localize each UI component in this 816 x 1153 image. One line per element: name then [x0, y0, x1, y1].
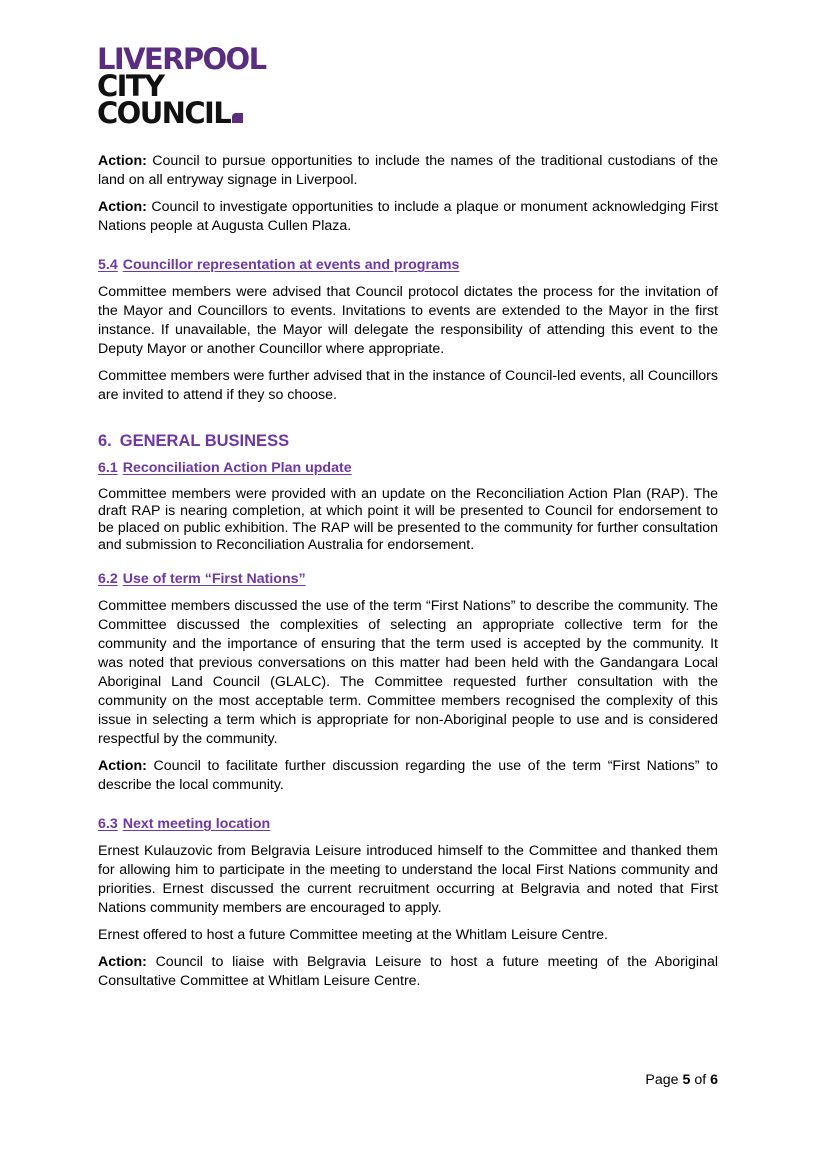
- logo-line-3: [97, 96, 297, 130]
- item-heading-6-2: [98, 570, 718, 589]
- body-paragraph: Ernest Kulauzovic from Belgravia Leisure introduced himself to the Committee and thanked them for allowing him to participate in the meeting to understand the local First Nations community and priorities. Ernest discussed the current recruitment occurring at Belgravia and noted that First Nations community members are encouraged to apply.: [98, 843, 718, 916]
- item-title: Use of term “First Nations”: [122, 571, 306, 587]
- document-body: [98, 152, 718, 999]
- item-title: Councillor representation at events and programs: [122, 257, 460, 273]
- section-title: GENERAL BUSINESS: [119, 432, 290, 450]
- action-label: Action:: [98, 199, 147, 215]
- item-heading-6-3: [98, 815, 718, 834]
- council-logo: [97, 42, 297, 136]
- action-text: Council to investigate opportunities to include a plaque or monument acknowledging First Nations people at Augusta Cullen Plaza.: [98, 199, 718, 234]
- section-number: 6.: [98, 432, 112, 450]
- body-paragraph: Committee members discussed the use of the term “First Nations” to describe the community. The Committee discussed the complexities of selecting an appropriate collective term for the community and the importance of ensuring that the term used is accepted by the community. It was noted that previous conversations on this matter had been held with the Gandangara Local Aboriginal Land Council (GLALC). The Committee requested further consultation with the community on the most acceptable term. Committee members recognised the complexity of this issue in selecting a term which is appropriate for non-Aboriginal people to use and is considered respectful by the community.: [98, 598, 718, 747]
- action-text: Council to pursue opportunities to include the names of the traditional custodians of the land on all entryway signage in Liverpool.: [98, 153, 718, 188]
- item-number: 6.3: [98, 816, 118, 832]
- body-paragraph: Ernest offered to host a future Committee meeting at the Whitlam Leisure Centre.: [98, 927, 608, 943]
- page-current: 5: [682, 1072, 691, 1088]
- action-paragraph: [98, 152, 718, 190]
- item-number: 6.1: [98, 460, 118, 476]
- page-of: of: [694, 1072, 707, 1088]
- item-6-1-body: [98, 486, 718, 554]
- action-paragraph: [98, 953, 718, 991]
- logo-line-1: LIVERPOOL: [97, 42, 266, 76]
- action-paragraph: [98, 198, 718, 236]
- item-title: Next meeting location: [122, 816, 271, 832]
- logo-mark-icon: [232, 113, 243, 123]
- action-label: Action:: [98, 954, 147, 970]
- action-text: Council to facilitate further discussion regarding the use of the term “First Nations” to describe the local community.: [98, 758, 718, 793]
- page-total: 6: [710, 1072, 718, 1088]
- body-paragraph: Committee members were advised that Council protocol dictates the process for the invitation of the Mayor and Councillors to events. Invitations to events are extended to the Mayor in the first instance. If unavailable, the Mayor will delegate the responsibility of attending this event to the Deputy Mayor or another Councillor where appropriate.: [98, 284, 718, 357]
- action-text: Council to liaise with Belgravia Leisure to host a future meeting of the Aboriginal Consultative Committee at Whitlam Leisure Centre.: [98, 954, 718, 989]
- body-paragraph: Committee members were provided with an update on the Reconciliation Action Plan (RAP). The draft RAP is nearing completion, at which point it will be presented to Council for endorsement to be placed on public exhibition. The RAP will be presented to the community for further consultation and submission to Reconciliation Australia for endorsement.: [98, 486, 718, 553]
- body-paragraph: Committee members were further advised that in the instance of Council-led events, all Councillors are invited to attend if they so choose.: [98, 368, 718, 403]
- logo-line-2: CITY: [97, 69, 164, 103]
- page-number-footer: [645, 1071, 718, 1090]
- item-number: 5.4: [98, 257, 118, 273]
- item-number: 6.2: [98, 571, 118, 587]
- item-heading-5-4: [98, 256, 718, 275]
- section-heading-6: [98, 431, 718, 451]
- page-label: Page: [645, 1072, 679, 1088]
- action-paragraph: [98, 757, 718, 795]
- item-heading-6-1: [98, 459, 718, 478]
- action-label: Action:: [98, 153, 147, 169]
- action-label: Action:: [98, 758, 147, 774]
- logo-line-3-text: COUNCIL: [97, 96, 231, 130]
- item-title: Reconciliation Action Plan update: [122, 460, 352, 476]
